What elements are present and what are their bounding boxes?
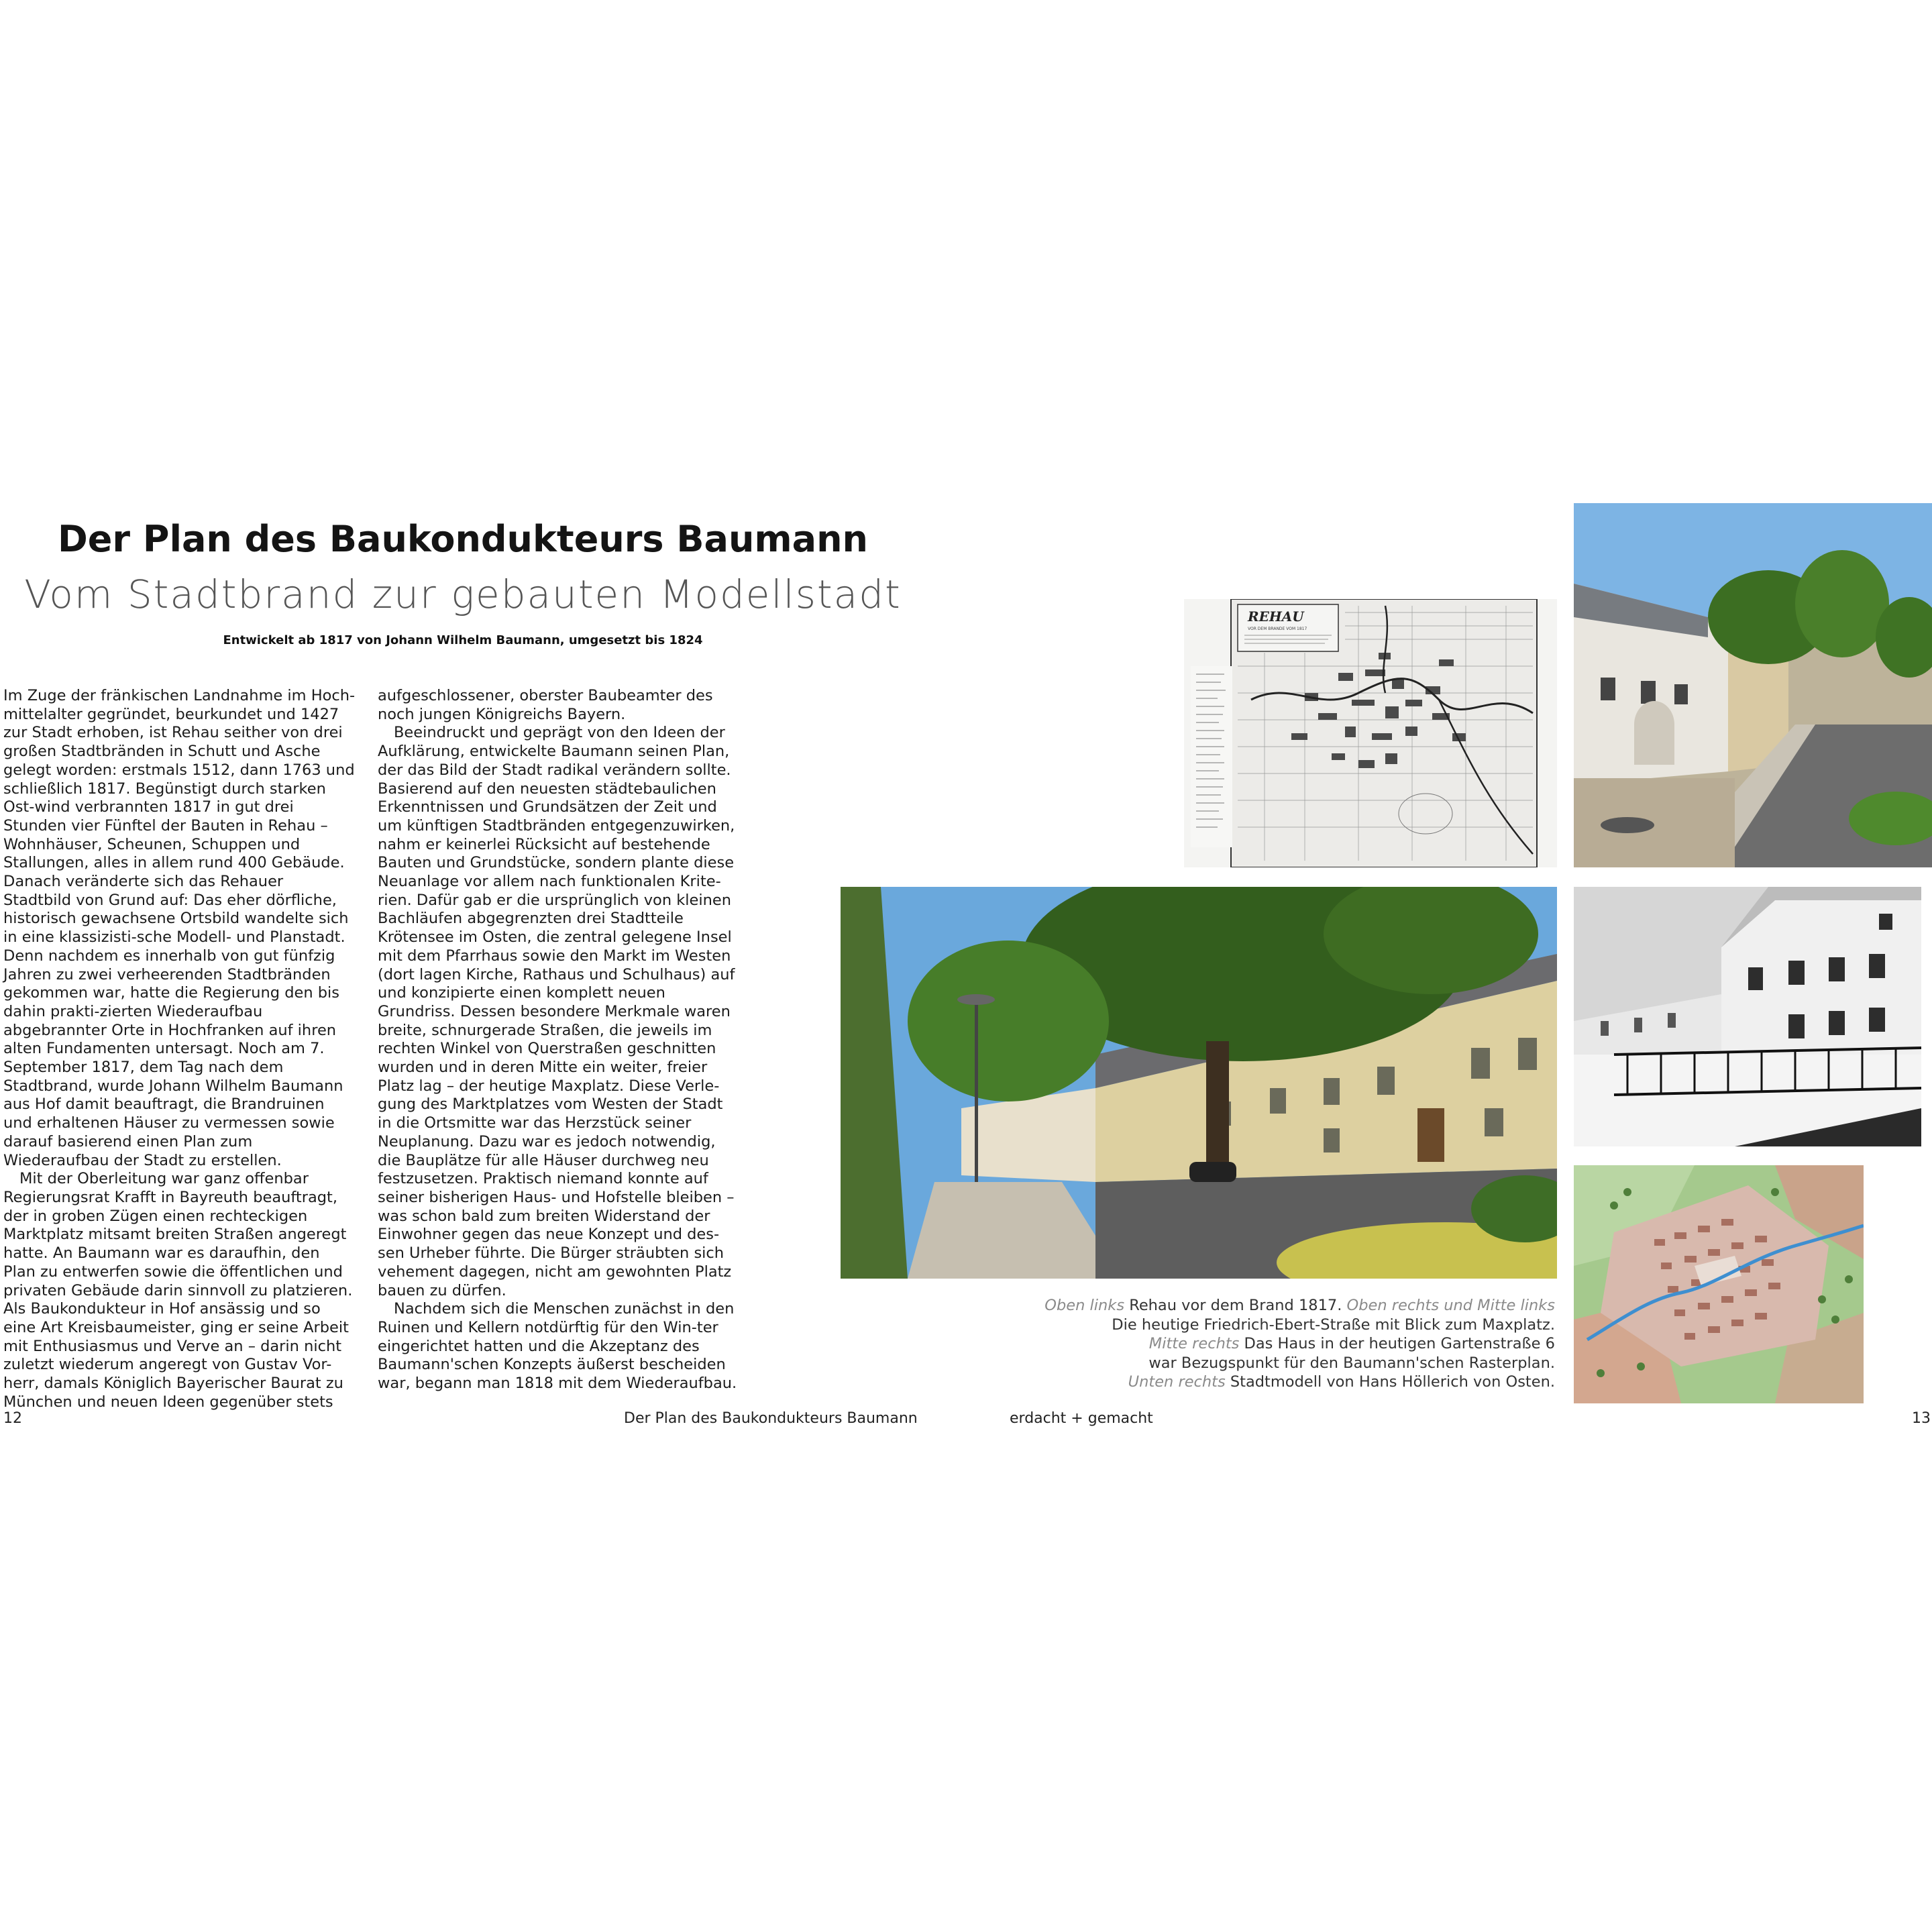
page-number-right: 13 (1912, 1410, 1931, 1427)
street-photo-wide (841, 887, 1557, 1279)
page-number-left: 12 (3, 1410, 22, 1427)
caption-text: Rehau vor dem Brand 1817. (1124, 1297, 1347, 1314)
paragraph: aufgeschlossener, oberster Baubeamter des noch jungen Königreichs Bayern. (378, 687, 713, 723)
paragraph: Mit der Oberleitung war ganz offenbar Regierungsrat Krafft in Bayreuth beauftragt, der in groben Zügen einen rechteckigen Marktplatz mitsamt breiten Straßen angeregt hatte. An Baumann war es daraufhin, den Plan zu entwerfen sowie die öffentlichen und privaten Gebäude darin sinnvoll zu platzieren. Als Baukondukteur in Hof ansässig und so eine Art Kreisbaumeister, ging er seine Arbeit mit Enthusiasmus und Verve an – darin nicht zuletzt wiederum angeregt von Gustav Vor-herr, damals Königlich Bayerischer Baurat zu München und neuen Ideen gegenüber stets (3, 1170, 353, 1411)
caption-label: Oben links (1044, 1297, 1125, 1314)
credit-line: Entwickelt ab 1817 von Johann Wilhelm Baumann, umgesetzt bis 1824 (223, 633, 703, 647)
text-column-right (378, 687, 740, 1393)
bw-house-photo (1574, 887, 1921, 1146)
running-footer-chapter: Der Plan des Baukondukteurs Baumann (624, 1410, 918, 1427)
paragraph: Im Zuge der fränkischen Landnahme im Hoch-mittelalter gegründet, beurkundet und 1427 zur Stadt erhoben, ist Rehau seither von drei großen Stadtbränden in Schutt und Asche gelegt worden: erstmals 1512, dann 1763 und schließlich 1817. Begünstigt durch starken Ost-wind verbrannten 1817 in gut drei Stunden vier Fünftel der Bauten in Rehau – Wohnhäuser, Scheunen, Schuppen und Stallungen, alles in allem rund 400 Gebäude. Danach veränderte sich das Rehauer Stadtbild von Grund auf: Das eher dörfliche, historisch gewachsene Ortsbild wandelte sich in eine klassizisti-sche Modell- und Planstadt. Denn nachdem es innerhalb von gut fünfzig Jahren zu zwei verheerenden Stadtbränden gekommen war, hatte die Regierung den bis dahin prakti-zierten Wiederaufbau abgebrannter Orte in Hochfranken auf ihren alten Fundamenten untersagt. Noch am 7. September 1817, dem Tag nach dem Stadtbrand, wurde Johann Wilhelm Baumann aus Hof damit beauftragt, die Brandruinen und erhaltenen Häuser zu vermessen sowie darauf basierend einen Plan zum Wiederaufbau der Stadt zu erstellen. (3, 687, 356, 1169)
caption-text: Die heutige Friedrich-Ebert-Straße mit Blick zum Maxplatz. (1112, 1316, 1555, 1334)
caption-label: Unten rechts (1128, 1373, 1226, 1391)
running-footer-book: erdacht + gemacht (1010, 1410, 1153, 1427)
caption-text: war Bezugspunkt für den Baumann'schen Rasterplan. (1148, 1354, 1555, 1372)
street-photo-top (1574, 503, 1932, 867)
caption-text: Stadtmodell von Hans Höllerich von Osten. (1225, 1373, 1555, 1391)
text-column-left (3, 687, 356, 1411)
caption-label: Oben rechts und Mitte links (1346, 1297, 1555, 1314)
paragraph: Beeindruckt und geprägt von den Ideen der Aufklärung, entwickelte Baumann seinen Plan, der das Bild der Stadt radikal verändern sollte. Basierend auf den neuesten städtebaulichen Erkenntnissen und Grundsätzen der Zeit und um künftigen Stadtbränden entgegenzuwirken, nahm er keinerlei Rücksicht auf bestehende Bauten und Grundstücke, sondern plante diese Neuanlage vor allem nach funktionalen Krite-rien. Dafür gab er die ursprünglich von kleinen Bachläufen abgegrenzten drei Stadtteile Krötensee im Osten, die zentral gelegene Insel mit dem Pfarrhaus sowie den Markt im Westen (dort lagen Kirche, Rathaus und Schulhaus) auf und konzipierte einen komplett neuen Grundriss. Dessen besondere Merkmale waren breite, schnurgerade Straßen, die jeweils im rechten Winkel von Querstraßen geschnitten wurden und in deren Mitte ein weiter, freier Platz lag – der heutige Maxplatz. Diese Verle-gung des Marktplatzes vom Westen der Stadt in die Ortsmitte war das Herzstück seiner Neuplanung. Dazu war es jedoch notwendig, die Bauplätze für alle Häuser durchweg neu festzusetzen. Praktisch niemand konnte auf seiner bisherigen Haus- und Hofstelle bleiben – was schon bald zum breiten Widerstand der Einwohner gegen das neue Konzept und des-sen Urheber führte. Die Bürger sträubten sich vehement dagegen, nicht am gewohnten Platz bauen zu dürfen. (378, 724, 735, 1299)
map-subheading: VOR DEM BRANDE VOM 1817 (1248, 627, 1307, 631)
paragraph: Nachdem sich die Menschen zunächst in den Ruinen und Kellern notdürftig für den Win-ter eingerichtet hatten und die Akzeptanz des Baumann'schen Konzepts äußerst bescheiden war, begann man 1818 mit dem Wiederaufbau. (378, 1300, 737, 1393)
city-model-photo (1574, 1165, 1864, 1403)
page-title: Der Plan des Baukondukteurs Baumann (57, 518, 868, 560)
caption-text: Das Haus in der heutigen Gartenstraße 6 (1239, 1335, 1555, 1352)
caption-label: Mitte rechts (1148, 1335, 1240, 1352)
historic-map-photo (1184, 599, 1557, 867)
map-heading: REHAU (1248, 608, 1304, 625)
photo-caption (1006, 1296, 1555, 1392)
page-subtitle: Vom Stadtbrand zur gebauten Modellstadt (24, 572, 902, 617)
